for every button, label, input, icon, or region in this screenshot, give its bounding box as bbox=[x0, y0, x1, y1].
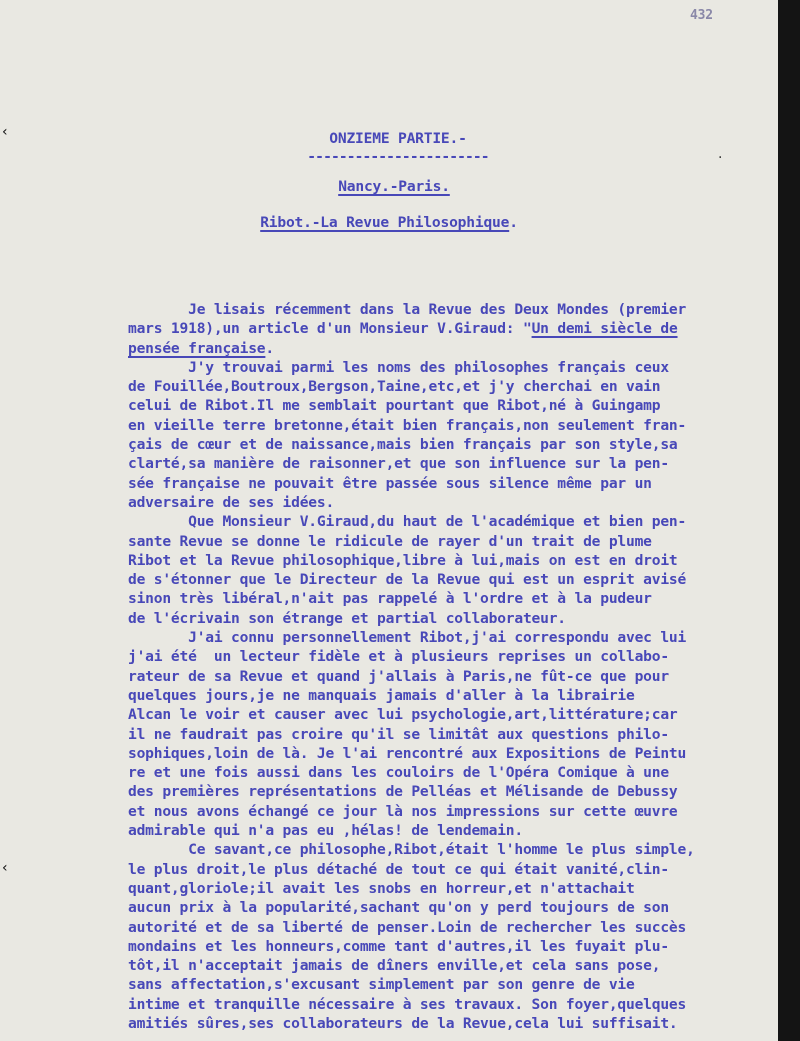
subtitle-location-text: Nancy.-Paris. bbox=[338, 178, 450, 195]
subtitle-topic-text: Ribot.-La Revue Philosophique bbox=[260, 214, 510, 231]
body-line: Que Monsieur V.Giraud,du haut de l'académique et bien pen- bbox=[128, 513, 687, 531]
subtitle-topic-end: . bbox=[509, 214, 518, 231]
subtitle-topic bbox=[0, 214, 778, 231]
body-line: Ce savant,ce philosophe,Ribot,était l'homme le plus simple, bbox=[128, 841, 695, 859]
body-line: de s'étonner que le Directeur de la Revue qui est un esprit avisé bbox=[128, 571, 687, 589]
body-line: J'ai connu personnellement Ribot,j'ai correspondu avec lui bbox=[128, 629, 687, 647]
margin-mark-bottom-icon: ‹ bbox=[2, 860, 8, 876]
body-line: en vieille terre bretonne,était bien français,non seulement fran- bbox=[128, 416, 687, 434]
body-line: sans affectation,s'excusant simplement par son genre de vie bbox=[128, 976, 635, 994]
body-line: aucun prix à la popularité,sachant qu'on y perd toujours de son bbox=[128, 899, 669, 917]
body-line: amitiés sûres,ses collaborateurs de la Revue,cela lui suffisait. bbox=[128, 1014, 678, 1032]
scan-border bbox=[778, 0, 800, 1041]
body-text bbox=[128, 300, 768, 1033]
body-line: sophiques,loin de là. Je l'ai rencontré aux Expositions de Peintu bbox=[128, 744, 687, 762]
body-line bbox=[128, 319, 768, 338]
body-line: J'y trouvai parmi les noms des philosophes français ceux bbox=[128, 358, 669, 376]
body-line: le plus droit,le plus détaché de tout ce qui était vanité,clin- bbox=[128, 860, 669, 878]
body-line: sante Revue se donne le ridicule de rayer d'un trait de plume bbox=[128, 532, 652, 550]
body-line: et nous avons échangé ce jour là nos impressions sur cette œuvre bbox=[128, 802, 678, 820]
body-line: de Fouillée,Boutroux,Bergson,Taine,etc,et j'y cherchai en vain bbox=[128, 378, 661, 396]
body-line: tôt,il n'acceptait jamais de dîners enville,et cela sans pose, bbox=[128, 957, 661, 975]
body-line: il ne faudrait pas croire qu'il se limitât aux questions philo- bbox=[128, 725, 669, 743]
body-line-text: mars 1918),un article d'un Monsieur V.Giraud: " bbox=[128, 320, 532, 338]
body-line: autorité et de sa liberté de penser.Loin de rechercher les succès bbox=[128, 918, 687, 936]
part-title-rule bbox=[0, 148, 778, 165]
margin-mark-top-icon: ‹ bbox=[2, 124, 8, 140]
part-title bbox=[0, 130, 778, 147]
part-title-text: ONZIEME PARTIE.- bbox=[329, 130, 467, 147]
article-title-end: . bbox=[265, 339, 274, 357]
body-line: des premières représentations de Pelléas et Mélisande de Debussy bbox=[128, 783, 678, 801]
body-line: celui de Ribot.Il me semblait pourtant que Ribot,né à Guingamp bbox=[128, 397, 661, 415]
body-line: mondains et les honneurs,comme tant d'autres,il les fuyait plu- bbox=[128, 937, 669, 955]
body-line: adversaire de ses idées. bbox=[128, 493, 335, 511]
body-line: clarté,sa manière de raisonner,et que son influence sur la pen- bbox=[128, 455, 669, 473]
part-title-dashes: ----------------------- bbox=[307, 148, 489, 165]
body-line: çais de cœur et de naissance,mais bien français par son style,sa bbox=[128, 436, 678, 454]
body-line bbox=[128, 339, 768, 358]
subtitle-location bbox=[0, 178, 778, 195]
body-line: quelques jours,je ne manquais jamais d'aller à la librairie bbox=[128, 686, 635, 704]
body-line: Alcan le voir et causer avec lui psychologie,art,littérature;car bbox=[128, 706, 678, 724]
body-line: de l'écrivain son étrange et partial collaborateur. bbox=[128, 609, 566, 627]
body-line: quant,gloriole;il avait les snobs en horreur,et n'attachait bbox=[128, 879, 635, 897]
page-number: 432 bbox=[690, 8, 713, 23]
body-line: rateur de sa Revue et quand j'allais à Paris,ne fût-ce que pour bbox=[128, 667, 669, 685]
body-line: Ribot et la Revue philosophique,libre à lui,mais on est en droit bbox=[128, 551, 678, 569]
body-line: sinon très libéral,n'ait pas rappelé à l'ordre et à la pudeur bbox=[128, 590, 652, 608]
body-line: sée française ne pouvait être passée sous silence même par un bbox=[128, 474, 652, 492]
body-line: Je lisais récemment dans la Revue des Deux Mondes (premier bbox=[128, 301, 687, 318]
body-line: j'ai été un lecteur fidèle et à plusieurs reprises un collabo- bbox=[128, 648, 669, 666]
article-title-part-1: Un demi siècle de bbox=[531, 320, 678, 338]
body-line: admirable qui n'a pas eu ,hélas! de lendemain. bbox=[128, 822, 523, 840]
article-title-part-2: pensée française bbox=[128, 339, 266, 357]
margin-dot-icon: · bbox=[718, 150, 723, 166]
body-line: re et une fois aussi dans les couloirs de l'Opéra Comique à une bbox=[128, 764, 669, 782]
body-line: intime et tranquille nécessaire à ses travaux. Son foyer,quelques bbox=[128, 995, 687, 1013]
